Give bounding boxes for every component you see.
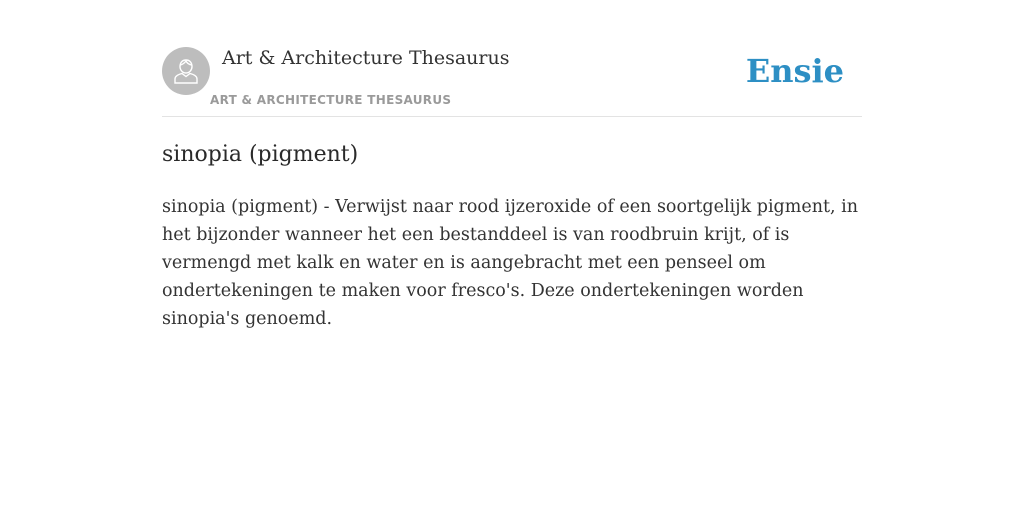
- category-label[interactable]: ART & ARCHITECTURE THESAURUS: [210, 93, 452, 107]
- article-description: sinopia (pigment) - Verwijst naar rood ijzeroxide of een soortgelijk pigment, in het bijzonder wanneer het een bestanddeel is van roodbruin krijt, of is vermengd met kalk en water en is aangebracht met een penseel om ondertekeningen te maken voor fresco's. Deze ondertekeningen worden sinopia's genoemd.: [162, 197, 858, 329]
- header: [162, 46, 862, 117]
- ensie-logo[interactable]: Ensie: [745, 52, 844, 90]
- avatar[interactable]: [162, 47, 210, 95]
- page-title: sinopia (pigment): [162, 142, 359, 167]
- author-name[interactable]: Art & Architecture Thesaurus: [222, 47, 510, 69]
- user-silhouette-icon: [171, 56, 201, 86]
